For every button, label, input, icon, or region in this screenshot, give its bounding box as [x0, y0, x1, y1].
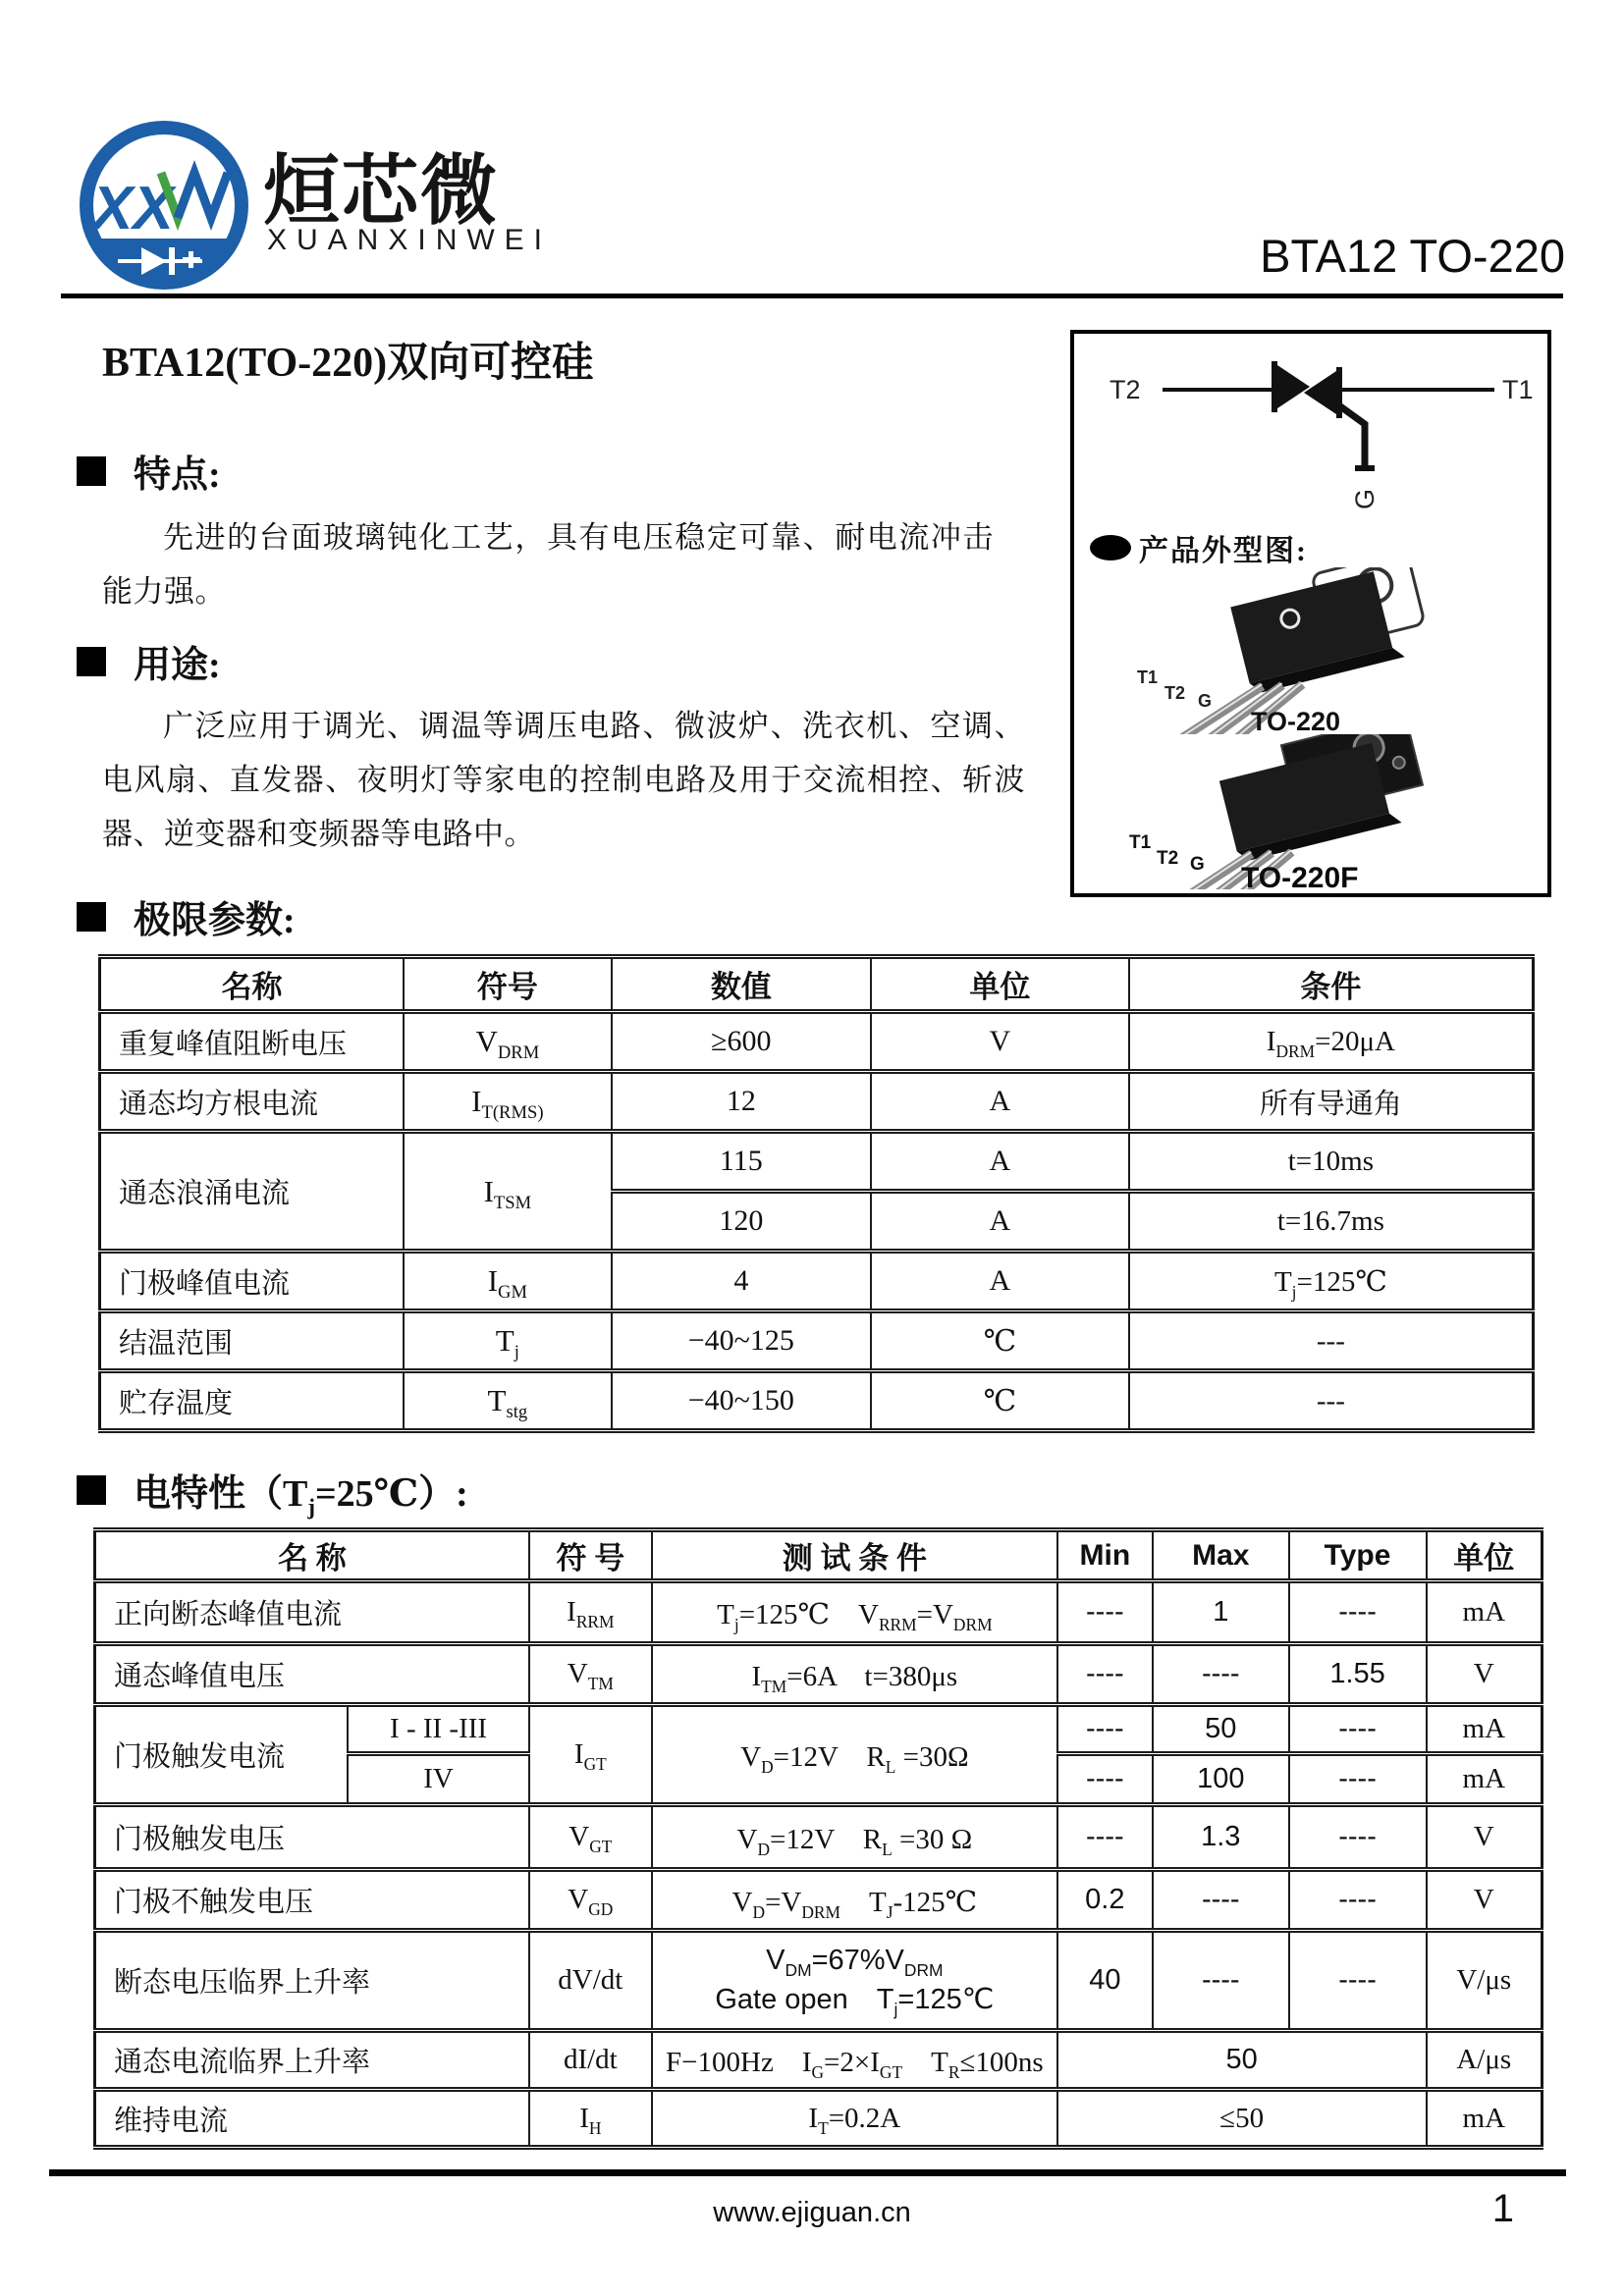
cell-name: 门极不触发电压 [95, 1870, 529, 1931]
electrical-table [93, 1527, 1543, 2150]
cell-type: ---- [1289, 1805, 1427, 1870]
to220f-package-image [1104, 734, 1516, 889]
cell-unit: V [1427, 1644, 1543, 1705]
cell-condition: $V_D=12V$ $R_L =30\Omega$ [652, 1705, 1057, 1805]
col-header-name: 名称 [100, 957, 405, 1012]
limits-heading [77, 889, 296, 943]
features-paragraph: 先进的台面玻璃钝化工艺，具有电压稳定可靠、耐电流冲击能力强。 [102, 520, 994, 610]
cell-symbol: $T_{stg}$ [404, 1371, 612, 1431]
table-row [95, 2031, 1543, 2090]
cell-value: 115 [612, 1132, 871, 1192]
electrical-heading-label: 电特性$(T_j=25℃)$: [134, 1473, 468, 1520]
cell-symbol: $V_{TM}$ [529, 1644, 652, 1705]
cell-type: ---- [1289, 1705, 1427, 1754]
cell-condition: $I_T=0.2A$ [652, 2090, 1057, 2148]
table-row [100, 1311, 1534, 1371]
cell-max: 50 [1153, 1705, 1289, 1754]
schematic-t1-label: T1 [1502, 375, 1534, 404]
limits-table [98, 954, 1535, 1433]
to220-pin-t1-label: T1 [1137, 667, 1159, 687]
cell-unit: mA [1427, 1754, 1543, 1805]
footer-website: www.ejiguan.cn [713, 2197, 911, 2228]
cell-condition: $T_j=125℃$ $V_{RRM}=V_{DRM}$ [652, 1581, 1057, 1644]
cell-max: ---- [1153, 1644, 1289, 1705]
cell-name: 正向断态峰值电流 [95, 1581, 529, 1644]
col-header-name: 名 称 [95, 1530, 529, 1581]
limits-heading-label: 极限参数: [134, 900, 296, 941]
cell-quadrants: I - II -III [348, 1705, 528, 1754]
cell-name: 通态浪涌电流 [100, 1132, 405, 1252]
section-bullet-square [77, 902, 106, 932]
cell-name: 重复峰值阻断电压 [100, 1012, 405, 1072]
cell-name: 通态均方根电流 [100, 1072, 405, 1132]
cell-merged-value: 50 [1057, 2031, 1427, 2090]
product-outline-box [1070, 330, 1551, 897]
ellipse-bullet-icon [1090, 535, 1131, 561]
col-header-unit: 单位 [1427, 1530, 1543, 1581]
cell-symbol: $I_{TSM}$ [404, 1132, 612, 1252]
cell-min: ---- [1057, 1581, 1153, 1644]
to220-caption: TO-220 [1251, 707, 1341, 734]
cell-type: ---- [1289, 1754, 1427, 1805]
col-header-max: Max [1153, 1530, 1289, 1581]
table-header-row [95, 1530, 1543, 1581]
table-row [95, 1931, 1543, 2031]
electrical-heading [77, 1463, 468, 1520]
cell-min: ---- [1057, 1754, 1153, 1805]
cell-min: 40 [1057, 1931, 1153, 2031]
table-row [95, 1581, 1543, 1644]
cell-condition: F−100Hz $I_G=2\times I_{GT}$ $T_R\le 100ns$ [652, 2031, 1057, 2090]
cell-unit: V [871, 1012, 1129, 1072]
table-row [95, 1870, 1543, 1931]
cell-condition: $V_D=12V$ $R_L =30$ Ω [652, 1805, 1057, 1870]
condition-line2: Gate open $T_j=125℃$ [715, 1983, 995, 2019]
cell-symbol: $I_{GT}$ [529, 1705, 652, 1805]
schematic-t2-label: T2 [1110, 375, 1141, 404]
cell-unit: ℃ [871, 1371, 1129, 1431]
cell-name: 通态电流临界上升率 [95, 2031, 529, 2090]
triac-schematic [1082, 347, 1538, 514]
cell-type: 1.55 [1289, 1644, 1427, 1705]
cell-type: ---- [1289, 1581, 1427, 1644]
cell-value: 120 [612, 1192, 871, 1252]
cell-unit: V [1427, 1870, 1543, 1931]
cell-max: 1 [1153, 1581, 1289, 1644]
cell-name: 门极触发电流 [95, 1705, 349, 1805]
cell-max: ---- [1153, 1931, 1289, 2031]
table-row [95, 2090, 1543, 2148]
col-header-unit: 单位 [871, 957, 1129, 1012]
cell-type: ---- [1289, 1931, 1427, 2031]
page-number: 1 [1491, 2187, 1514, 2230]
cell-name: 结温范围 [100, 1311, 405, 1371]
cell-name: 维持电流 [95, 2090, 529, 2148]
cell-name: 通态峰值电压 [95, 1644, 529, 1705]
table-row [100, 1252, 1534, 1311]
cell-condition [652, 1931, 1057, 2031]
cell-max: ---- [1153, 1870, 1289, 1931]
section-bullet-square [77, 1475, 106, 1505]
header-divider [61, 294, 1563, 298]
table-row [100, 1132, 1534, 1192]
outline-bullet-label: 产品外型图: [1139, 535, 1308, 567]
cell-symbol: $I_H$ [529, 2090, 652, 2148]
cell-unit: mA [1427, 1581, 1543, 1644]
applications-paragraph: 广泛应用于调光、调温等调压电路、微波炉、洗衣机、空调、电风扇、直发器、夜明灯等家电的控制电路及用于交流相控、斩波器、逆变器和变频器等电路中。 [102, 709, 1025, 852]
col-header-symbol: 符 号 [529, 1530, 652, 1581]
brand-name-english: XUANXINWEI [267, 224, 553, 256]
header-part-number: BTA12 TO-220 [1260, 230, 1565, 282]
cell-symbol: dI/dt [529, 2031, 652, 2090]
cell-value: 4 [612, 1252, 871, 1311]
table-row [95, 1805, 1543, 1870]
cell-unit: A [871, 1252, 1129, 1311]
cell-condition: $T_j=125℃$ [1129, 1252, 1534, 1311]
cell-unit: A [871, 1192, 1129, 1252]
cell-unit: mA [1427, 1705, 1543, 1754]
col-header-min: Min [1057, 1530, 1153, 1581]
table-row [100, 1371, 1534, 1431]
cell-symbol: $I_{GM}$ [404, 1252, 612, 1311]
cell-name: 断态电压临界上升率 [95, 1931, 529, 2031]
col-header-symbol: 符号 [404, 957, 612, 1012]
outline-bullet-row [1090, 526, 1308, 569]
cell-min: ---- [1057, 1644, 1153, 1705]
cell-unit: ℃ [871, 1311, 1129, 1371]
cell-name: 门极峰值电流 [100, 1252, 405, 1311]
applications-heading-label: 用途: [134, 645, 221, 686]
to220-pin-g-label: G [1198, 691, 1213, 711]
cell-symbol: $T_j$ [404, 1311, 612, 1371]
schematic-gate-label: G [1350, 488, 1380, 509]
cell-min: ---- [1057, 1805, 1153, 1870]
cell-unit: A [871, 1132, 1129, 1192]
cell-type: ---- [1289, 1870, 1427, 1931]
condition-line1: $V_{DM}=67\%V_{DRM}$ [766, 1944, 944, 1980]
cell-min: ---- [1057, 1705, 1153, 1754]
cell-condition: $V_D=V_{DRM}$ $T_J-125℃$ [652, 1870, 1057, 1931]
cell-quadrants: IV [348, 1754, 528, 1805]
cell-symbol: $V_{GT}$ [529, 1805, 652, 1870]
cell-condition: t=10ms [1129, 1132, 1534, 1192]
cell-value: −40~150 [612, 1371, 871, 1431]
cell-condition: 所有导通角 [1129, 1072, 1534, 1132]
to220-package-image [1104, 567, 1516, 734]
col-header-type: Type [1289, 1530, 1427, 1581]
cell-symbol: $I_{RRM}$ [529, 1581, 652, 1644]
to220f-caption: TO-220F [1241, 862, 1359, 889]
to220f-pin-g-label: G [1190, 854, 1205, 875]
table-row [100, 1072, 1534, 1132]
company-logo-icon [71, 114, 257, 300]
cell-symbol: $V_{DRM}$ [404, 1012, 612, 1072]
footer-divider [49, 2169, 1566, 2176]
cell-unit: mA [1427, 2090, 1543, 2148]
cell-value: 12 [612, 1072, 871, 1132]
section-bullet-square [77, 647, 106, 676]
table-row [95, 1705, 1543, 1754]
brand-name-chinese: 烜芯微 [263, 147, 500, 234]
col-header-value: 数值 [612, 957, 871, 1012]
cell-condition: $I_{TM}=6A$ t=380μs [652, 1644, 1057, 1705]
table-row [95, 1644, 1543, 1705]
features-heading [77, 444, 221, 498]
cell-min: 0.2 [1057, 1870, 1153, 1931]
cell-unit: A/μs [1427, 2031, 1543, 2090]
cell-condition: t=16.7ms [1129, 1192, 1534, 1252]
cell-name: 贮存温度 [100, 1371, 405, 1431]
cell-condition: $I_{DRM}=20\mu A$ [1129, 1012, 1534, 1072]
to220-pin-t2-label: T2 [1164, 683, 1186, 703]
cell-condition: --- [1129, 1371, 1534, 1431]
cell-unit: A [871, 1072, 1129, 1132]
to220f-pin-t2-label: T2 [1157, 848, 1179, 869]
table-header-row [100, 957, 1534, 1012]
cell-max: 1.3 [1153, 1805, 1289, 1870]
cell-value: ≥600 [612, 1012, 871, 1072]
table-row [100, 1012, 1534, 1072]
applications-heading [77, 634, 221, 688]
col-header-condition: 条件 [1129, 957, 1534, 1012]
cell-merged-value: ≤50 [1057, 2090, 1427, 2148]
cell-condition: --- [1129, 1311, 1534, 1371]
features-heading-label: 特点: [134, 454, 221, 496]
svg-text:XX: XX [92, 175, 174, 242]
cell-symbol: $V_{GD}$ [529, 1870, 652, 1931]
cell-symbol: dV/dt [529, 1931, 652, 2031]
cell-unit: V [1427, 1805, 1543, 1870]
cell-max: 100 [1153, 1754, 1289, 1805]
cell-value: −40~125 [612, 1311, 871, 1371]
page-title: BTA12(TO-220)双向可控硅 [102, 341, 594, 386]
to220f-pin-t1-label: T1 [1129, 832, 1152, 853]
col-header-test-condition: 测 试 条 件 [652, 1530, 1057, 1581]
section-bullet-square [77, 456, 106, 486]
cell-symbol: $I_{T(RMS)}$ [404, 1072, 612, 1132]
cell-name: 门极触发电压 [95, 1805, 529, 1870]
cell-unit: V/μs [1427, 1931, 1543, 2031]
